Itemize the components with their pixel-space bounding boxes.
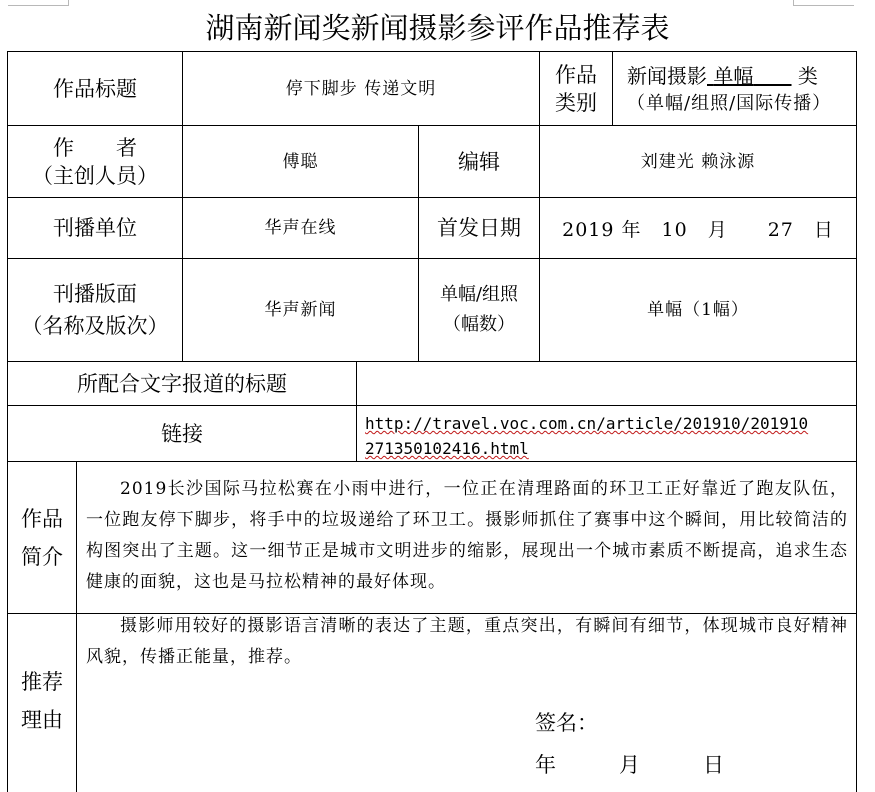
category-label-line-1: 作品 [555, 62, 597, 87]
publisher-label: 刊播单位 [53, 216, 137, 240]
date-line: 年 月 日 [535, 753, 724, 777]
text-report-label: 所配合文字报道的标题 [77, 371, 287, 396]
category-prefix: 新闻摄影 [627, 63, 707, 88]
layout-label-line-1: 刊播版面 [53, 282, 137, 306]
intro-label-line-1: 作品 [21, 506, 63, 531]
category-line [627, 61, 818, 91]
link-label: 链接 [161, 421, 203, 446]
link-value[interactable] [357, 406, 856, 461]
work-title-label: 作品标题 [53, 76, 137, 101]
form-title: 湖南新闻奖新闻摄影参评作品推荐表 [205, 11, 670, 45]
category-selected [707, 64, 792, 88]
format-value: 单幅（1幅） [647, 300, 749, 320]
reason-text: 摄影师用较好的摄影语言清晰的表达了主题，重点突出，有瞬间有细节，体现城市良好精神风貌，传播正能量，推荐。 [86, 616, 848, 667]
reason-label [8, 648, 76, 754]
format-label [419, 259, 539, 361]
layout-label [8, 259, 182, 361]
link-line-2[interactable]: 271350102416.html [365, 439, 529, 458]
format-label-line-2: （幅数） [443, 314, 515, 335]
category-label [540, 52, 612, 125]
layout-value: 华声新闻 [264, 300, 337, 320]
category-note: （单幅/组照/国际传播） [627, 92, 832, 114]
link-line-1[interactable]: http://travel.voc.com.cn/article/201910/201910 [365, 414, 809, 433]
intro-text: 2019长沙国际马拉松赛在小雨中进行，一位正在清理路面的环卫工正好靠近了跑友队伍，一位跑友停下脚步，将手中的垃圾递给了环卫工。摄影师抓住了赛事中这个瞬间，用比较简洁的构图突出了主题。这一细节正是城市文明进步的缩影，展现出一个城市素质不断提高，追求生态健康的面貌，这也是马拉松精神的最好体现。 [86, 479, 848, 592]
editor-value: 刘建光 赖泳源 [640, 151, 756, 172]
author-label-line-1: 作 者 [53, 135, 137, 160]
reason-label-line-2: 理由 [21, 708, 63, 732]
signature-label: 签名： [535, 711, 598, 735]
publisher-value: 华声在线 [264, 218, 337, 238]
text-report-value [357, 362, 856, 405]
reason-label-line-1: 推荐 [21, 670, 63, 694]
category-selected-text: 单幅 [713, 63, 754, 88]
category-suffix: 类 [797, 63, 818, 88]
intro-label-line-2: 简介 [21, 544, 63, 569]
format-label-line-1: 单幅/组照 [439, 284, 519, 305]
category-label-line-2: 类别 [555, 90, 597, 115]
intro-label [8, 462, 76, 613]
first-date-label: 首发日期 [437, 216, 521, 240]
author-value: 傅聪 [282, 151, 319, 172]
editor-label: 编辑 [458, 149, 500, 174]
author-label [8, 126, 182, 197]
author-label-line-2: （主创人员） [32, 163, 158, 188]
category-value [613, 52, 856, 125]
first-date-value: 2019 年 10 月 27 日 [562, 218, 834, 241]
work-title-value: 停下脚步 传递文明 [285, 78, 437, 99]
layout-label-line-2: （名称及版次） [21, 314, 169, 338]
